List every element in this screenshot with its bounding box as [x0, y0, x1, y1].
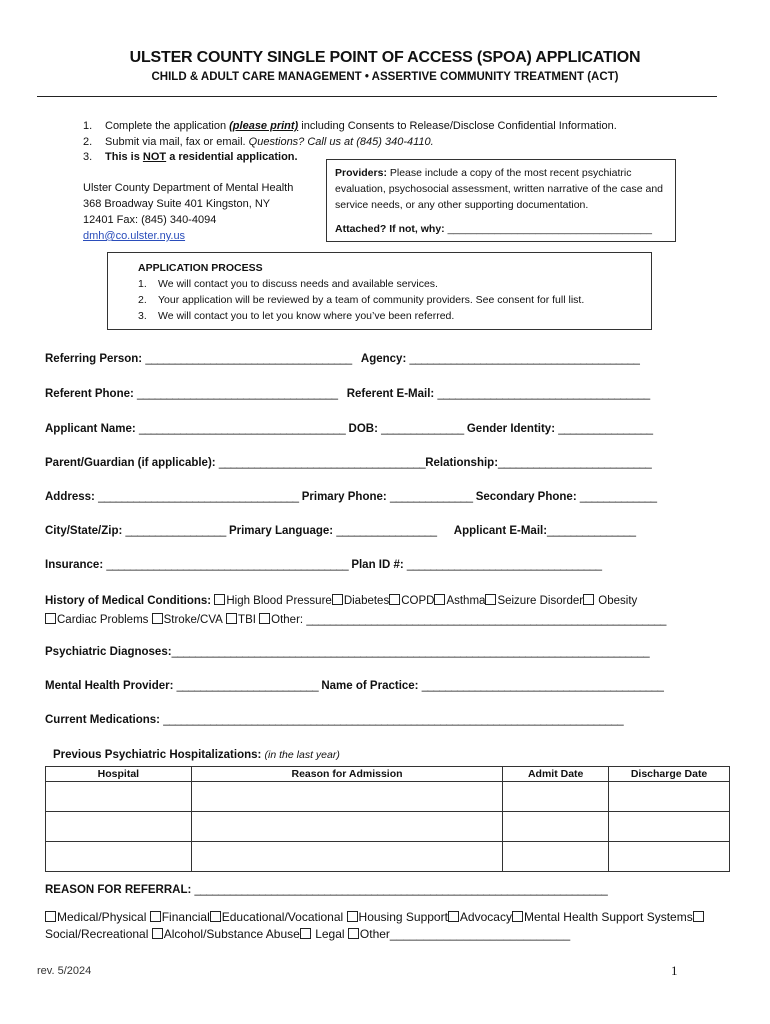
checkbox[interactable]: [45, 613, 56, 624]
department-email-link[interactable]: dmh@co.ulster.ny.us: [83, 230, 186, 242]
agency-field[interactable]: _______________________________________: [409, 353, 640, 365]
checkbox[interactable]: [226, 613, 237, 624]
referring-person-field[interactable]: ___________________________________: [145, 353, 352, 365]
provider-row: Mental Health Provider: ________________________ Name of Practice: _________________________________________: [45, 680, 664, 692]
hospitalizations-heading: Previous Psychiatric Hospitalizations: (in the last year): [53, 749, 340, 761]
checkbox[interactable]: [152, 613, 163, 624]
checkbox[interactable]: [45, 911, 56, 922]
process-step: 1. We will contact you to discuss needs and available services.: [138, 278, 438, 290]
psychiatric-diagnoses-field[interactable]: _________________________________________________________________________________: [171, 646, 650, 658]
insurance-field[interactable]: _________________________________________: [106, 559, 349, 571]
referring-row: Referring Person: ___________________________________ Agency: _______________________________________: [45, 353, 640, 365]
checkbox[interactable]: [693, 911, 704, 922]
checkbox[interactable]: [259, 613, 270, 624]
gender-identity-field[interactable]: ________________: [558, 423, 653, 435]
page-subtitle: CHILD & ADULT CARE MANAGEMENT • ASSERTIVE COMMUNITY TREATMENT (ACT): [151, 71, 619, 83]
checkbox[interactable]: [512, 911, 523, 922]
checkbox[interactable]: [214, 594, 225, 605]
table-row: [46, 842, 730, 872]
checkbox[interactable]: [150, 911, 161, 922]
checkbox[interactable]: [332, 594, 343, 605]
current-medications-field[interactable]: ______________________________________________________________________________: [163, 714, 624, 726]
medications-row: Current Medications: ______________________________________________________________________________: [45, 714, 624, 726]
medical-history-row-2: Cardiac Problems Stroke/CVA TBI Other: _____________________________________________________________: [45, 613, 666, 626]
table-row: [46, 812, 730, 842]
other-condition-field[interactable]: _____________________________________________________________: [306, 614, 666, 626]
process-step: 3. We will contact you to let you know where you’ve been referred.: [138, 310, 455, 322]
checkbox[interactable]: [389, 594, 400, 605]
insurance-row: Insurance: _________________________________________ Plan ID #: _________________________________: [45, 559, 602, 571]
referral-options: Medical/Physical Financial Educational/Vocational Housing Support Advocacy Mental Health Support SystemsSocial/Recreational Alcohol/Substance Abuse Legal Other___________________________: [45, 909, 735, 943]
address-field[interactable]: __________________________________: [98, 491, 299, 503]
medical-history-row: History of Medical Conditions: High Blood Pressure Diabetes COPD Asthma Seizure Disorder Obesity: [45, 595, 638, 607]
revision-label: rev. 5/2024: [37, 965, 92, 977]
address-row: Address: __________________________________ Primary Phone: ______________ Secondary Phone: _____________: [45, 491, 657, 503]
attached-reason-field[interactable]: ___________________________________: [444, 223, 652, 235]
other-referral-field[interactable]: ___________________________: [389, 927, 571, 941]
referral-reason-field[interactable]: ______________________________________________________________________: [194, 884, 608, 896]
referral-row: REASON FOR REFERRAL: ______________________________________________________________________: [45, 884, 608, 896]
psychiatric-row: Psychiatric Diagnoses:_________________________________________________________________________________: [45, 646, 650, 658]
checkbox[interactable]: [300, 928, 311, 939]
mental-health-provider-field[interactable]: ________________________: [176, 680, 319, 692]
primary-phone-field[interactable]: ______________: [389, 491, 473, 503]
applicant-name-field[interactable]: ___________________________________: [138, 423, 346, 435]
title-divider: [37, 96, 717, 97]
referent-row: Referent Phone: __________________________________ Referent E-Mail: ____________________________________: [45, 388, 650, 400]
relationship-field[interactable]: __________________________: [498, 457, 652, 469]
city-state-zip-field[interactable]: _________________: [125, 525, 226, 537]
applicant-email-field[interactable]: _______________: [547, 525, 636, 537]
providers-box: Providers: Please include a copy of the most recent psychiatric evaluation, psychosocial assessment, written narrative of the case and service needs, or any other supporting documentation. Attached? If not, why: ___________________________________: [326, 159, 676, 242]
instruction-item: 3. This is NOT a residential application.: [83, 151, 298, 163]
hospitalizations-table: [45, 766, 730, 872]
parent-guardian-field[interactable]: ___________________________________: [218, 457, 426, 469]
plan-id-field[interactable]: _________________________________: [406, 559, 602, 571]
referent-email-field[interactable]: ____________________________________: [437, 388, 650, 400]
instruction-item: 2. Submit via mail, fax or email. Questions? Call us at (845) 340-4110.: [83, 135, 434, 148]
checkbox[interactable]: [448, 911, 459, 922]
checkbox[interactable]: [583, 594, 594, 605]
table-row: [46, 782, 730, 812]
city-row: City/State/Zip: _________________ Primary Language: _________________ Applicant E-Mail:_______________: [45, 525, 636, 537]
dob-field[interactable]: ______________: [381, 423, 464, 435]
checkbox[interactable]: [347, 911, 358, 922]
page-number: 1: [671, 963, 678, 978]
name-of-practice-field[interactable]: _________________________________________: [421, 680, 664, 692]
applicant-row: Applicant Name: ___________________________________ DOB: ______________ Gender Identity: ________________: [45, 423, 653, 435]
referent-phone-field[interactable]: __________________________________: [137, 388, 338, 400]
guardian-row: Parent/Guardian (if applicable): ___________________________________Relationship:__________________________: [45, 457, 652, 469]
checkbox[interactable]: [152, 928, 163, 939]
primary-language-field[interactable]: _________________: [336, 525, 437, 537]
page-title: ULSTER COUNTY SINGLE POINT OF ACCESS (SPOA) APPLICATION: [129, 49, 641, 66]
instruction-item: 1. Complete the application (please print) including Consents to Release/Disclose Confidential Information.: [83, 120, 617, 132]
department-address: Ulster County Department of Mental Health 368 Broadway Suite 401 Kingston, NY 12401 Fax: (845) 340-4094 dmh@co.ulster.ny.us: [83, 182, 294, 242]
checkbox[interactable]: [434, 594, 445, 605]
secondary-phone-field[interactable]: _____________: [579, 491, 657, 503]
checkbox[interactable]: [210, 911, 221, 922]
table-header-row: Hospital Reason for Admission Admit Date Discharge Date: [46, 767, 730, 782]
application-process-box: APPLICATION PROCESS 1. We will contact you to discuss needs and available services. 2. Your application will be reviewed by a team of community providers. See consent for full list. 3. We will contact you to let you know where you’ve been referred.: [107, 252, 652, 330]
checkbox[interactable]: [348, 928, 359, 939]
checkbox[interactable]: [485, 594, 496, 605]
process-step: 2. Your application will be reviewed by a team of community providers. See consent for full list.: [138, 294, 585, 306]
